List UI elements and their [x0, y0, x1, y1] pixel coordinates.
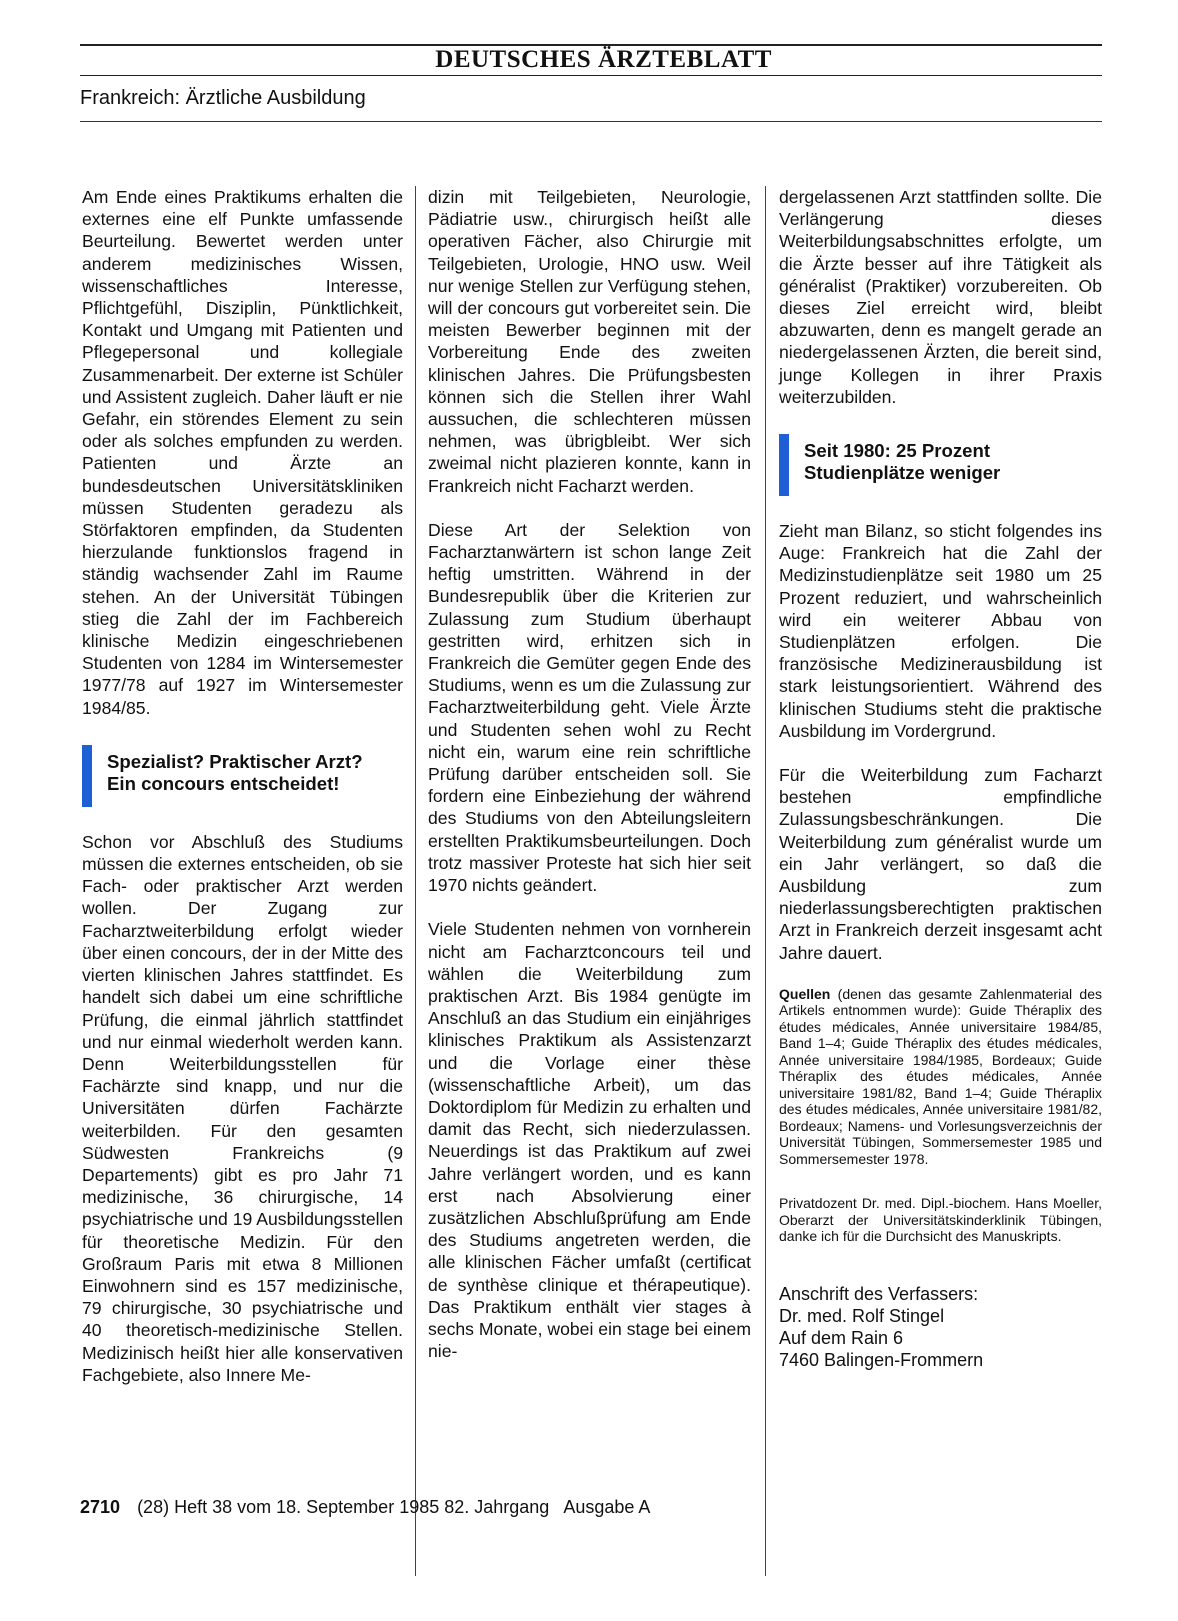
section-label: Frankreich: Ärztliche Ausbildung — [80, 87, 366, 109]
sources-text: (denen das gesamte Zahlenmaterial des Artikels entnommen wurde): Guide Théraplix des études médicales, Année universitaire 1984/85, Band 1–4; Guide Théraplix des études médicales, Année universitaire 1984/1985, Bordeaux; Guide Théraplix des études médicales, Année universitaire 1981/82, Band 1–4; Guide Théraplix des études médicales, Année universitaire 1981/82, Bordeaux; Namens- und Vorlesungsverzeichnis der Universität Tübingen, Sommersemester 1985 und Sommersemester 1978. — [779, 985, 1102, 1167]
paragraph: dergelassenen Arzt stattfinden sollte. Die Verlängerung dieses Weiterbildungsabschnittes erfolgte, um die Ärzte besser auf ihre Tätigkeit als généralist (Praktiker) vorzubereiten. Ob dieses Ziel erreicht wird, bleibt abzuwarten, denn es mangelt gerade an niedergelassenen Ärzten, die bereit sind, junge Kollegen in ihrer Praxis weiterzubilden. — [779, 187, 1102, 407]
accent-bar — [779, 434, 789, 496]
subheading-line: Ein concours entscheidet! — [107, 772, 340, 794]
paragraph: dizin mit Teilgebieten, Neurologie, Pädiatrie usw., chirurgisch heißt alle operativen Fächer, also Chirurgie mit Teilgebieten, Urologie, HNO usw. Weil nur wenige Stellen zur Verfügung stehen, will der concours gut vorbereitet sein. Die meisten Bewerber beginnen mit der Vorbereitung Ende des zweiten klinischen Jahres. Die Prüfungsbesten können sich die Stellen ihrer Wahl aussuchen, die schlechteren müssen nehmen, was übrigbleibt. Wer sich zweimal nicht plazieren konnte, kann in Frankreich nicht Facharzt werden. — [428, 187, 751, 496]
subheading-line: Seit 1980: 25 Prozent — [804, 440, 991, 462]
paragraph: Diese Art der Selektion von Facharztanwärtern ist schon lange Zeit heftig umstritten. Während in der Bundesrepublik über die Kriterien zur Zulassung zum Studium überhaupt gestritten wird, erhitzen sich in Frankreich die Gemüter gegen Ende des Studiums, wenn es um die Zulassung zur Facharztweiterbildung geht. Viele Ärzte und Studenten sehen wohl zu Recht nicht ein, warum eine rein schriftliche Prüfung darüber entscheiden soll. Sie fordern eine Einbeziehung der während des Studiums von den Abteilungsleitern erstellten Praktikumsbeurteilungen. Doch trotz massiver Proteste hat sich hier seit 1970 nichts geändert. — [428, 519, 751, 896]
paragraph: Viele Studenten nehmen von vornherein nicht am Facharztconcours teil und wählen die Weiterbildung zum praktischen Arzt. Bis 1984 genügte im Anschluß an das Studium ein einjähriges klinisches Praktikum als Assistenzarzt und die Vorlage einer thèse (wissenschaftliche Arbeit), um das Doktordiplom für Medizin zu erhalten und damit das Recht, sich niederzulassen. Neuerdings ist das Praktikum auf zwei Jahre verlängert worden, und es kann erst nach Absolvierung einer zusätzlichen Abschlußprüfung am Ende des Studiums angetreten werden, die alle klinischen Fächer umfaßt (certificat de synthèse clinique et thérapeutique). Das Praktikum enthält vier stages à sechs Monate, wobei ein stage bei einem nie- — [428, 919, 751, 1362]
accent-bar — [82, 745, 92, 807]
paragraph: Am Ende eines Praktikums erhalten die externes eine elf Punkte umfassende Beurteilung. Bewertet werden unter anderem medizinisches Wissen, wissenschaftliches Interesse, Pflichtgefühl, Disziplin, Pünktlichkeit, Kontakt und Umgang mit Patienten und Pflegepersonal und kollegiale Zusammenarbeit. Der externe ist Schüler und Assistent zugleich. Daher läuft er nie Gefahr, ein störendes Element zu sein oder als solches empfunden zu werden. Patienten und Ärzte an bundesdeutschen Universitätskliniken müssen Studenten geradezu als Störfaktoren empfinden, da Studenten hierzulande funktionslos fragend in ständig wachsender Zahl im Raume stehen. An der Universität Tübingen stieg die Zahl der im Fachbereich klinische Medizin eingeschriebenen Studenten von 1284 im Wintersemester 1977/78 auf 1927 im Wintersemester 1984/85. — [82, 187, 403, 718]
acknowledgement: Privatdozent Dr. med. Dipl.-biochem. Hans Moeller, Oberarzt der Universitätskinderklinik Tübingen, danke ich für die Durchsicht des Manuskripts. — [779, 1195, 1102, 1245]
column-3 — [779, 186, 1102, 1371]
column-2 — [428, 186, 751, 1384]
sources-label: Quellen — [779, 985, 831, 1002]
subheading-line: Spezialist? Praktischer Arzt? — [107, 750, 363, 772]
paragraph: Für die Weiterbildung zum Facharzt bestehen empfindliche Zulassungsbeschränkungen. Die Weiterbildung zum généralist wurde um ein Jahr verlängert, so daß die Ausbildung zum niederlassungsberechtigten praktischen Arzt in Frankreich derzeit insgesamt acht Jahre dauert. — [779, 765, 1102, 963]
subheading — [82, 741, 403, 811]
paragraph: Schon vor Abschluß des Studiums müssen die externes entscheiden, ob sie Fach- oder praktischer Arzt werden wollen. Der Zugang zur Facharztweiterbildung erfolgt wieder über einen concours, der in der Mitte des vierten klinischen Jahres stattfindet. Es handelt sich dabei um eine schriftliche Prüfung, die einmal jährlich stattfindet und nur einmal wiederholt werden kann. Denn Weiterbildungsstellen für Fachärzte sind knapp, und nur die Universitäten dürfen Fachärzte weiterbilden. Für den gesamten Südwesten Frankreichs (9 Departements) gibt es pro Jahr 71 medizinische, 36 chirurgische, 14 psychiatrische und 19 Ausbildungsstellen für theoretische Medizin. Für den Großraum Paris mit etwa 8 Millionen Einwohnern sind es 157 medizinische, 79 chirurgische, 30 psychiatrische und 40 theoretisch-medizinische Stellen. Medizinisch heißt hier alle konservativen Fachgebiete, also Innere Me- — [82, 831, 403, 1385]
page-number: 2710 — [80, 1497, 121, 1517]
subheading-line: Studienplätze weniger — [804, 462, 1001, 484]
edition-label: Ausgabe A — [563, 1497, 651, 1517]
issue-info: (28) Heft 38 vom 18. September 1985 82. Jahrgang — [137, 1497, 550, 1517]
journal-title: DEUTSCHES ÄRZTEBLATT — [435, 46, 772, 73]
address-city: 7460 Balingen-Frommern — [779, 1349, 984, 1370]
sources-note — [779, 986, 1102, 1168]
section-rule — [80, 121, 1102, 122]
page-footer — [80, 1496, 650, 1518]
author-address — [779, 1283, 1102, 1371]
column-1 — [82, 186, 403, 1408]
column-divider — [415, 186, 416, 1576]
address-heading: Anschrift des Verfassers: — [779, 1283, 979, 1304]
masthead — [80, 44, 1102, 73]
author-name: Dr. med. Rolf Stingel — [779, 1305, 945, 1326]
paragraph: Zieht man Bilanz, so sticht folgendes ins Auge: Frankreich hat die Zahl der Medizinstudienplätze seit 1980 um 25 Prozent reduziert, und wahrscheinlich wird ein weiterer Abbau von Studienplätzen erfolgen. Die französische Medizinerausbildung ist stark leistungsorientiert. Während des klinischen Studiums steht die praktische Ausbildung im Vordergrund. — [779, 521, 1102, 741]
header-rule — [80, 75, 1102, 76]
subheading — [779, 430, 1102, 500]
address-street: Auf dem Rain 6 — [779, 1327, 904, 1348]
column-divider — [765, 186, 766, 1576]
